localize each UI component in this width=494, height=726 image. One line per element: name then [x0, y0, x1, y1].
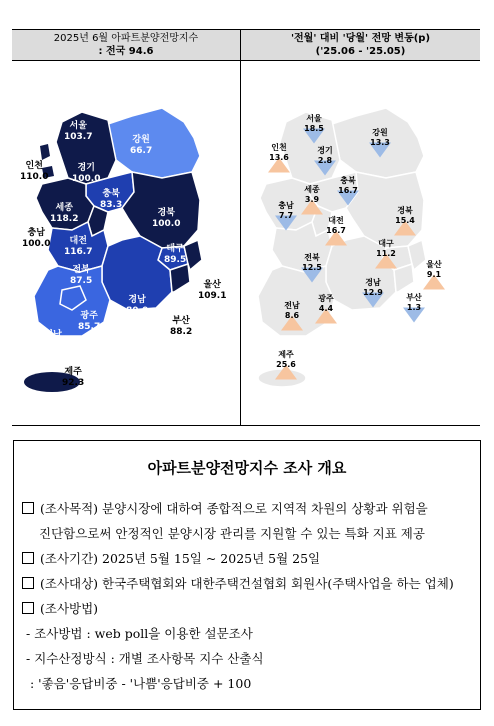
checkbox-bullet — [22, 502, 34, 514]
change-label: 대구 11.2 — [376, 239, 396, 258]
map-label-incheon: 인천 110.0 — [20, 161, 49, 182]
change-label: 충북 16.7 — [338, 176, 358, 195]
overview-purpose-line2: 진단함으로써 안정적인 분양시장 관리를 지원할 수 있는 특화 지표 제공 — [39, 526, 425, 541]
map-label-gwangju: 광주 85.7 — [78, 311, 101, 332]
overview-purpose-line1: (조사목적) 분양시장에 대하여 종합적으로 지역적 차원의 상황과 위험을 — [22, 499, 428, 517]
map-label-daegu: 대구 89.5 — [164, 244, 187, 265]
change-label: 대전 16.7 — [326, 216, 346, 235]
change-label: 인천 13.6 — [269, 143, 289, 162]
change-label: 세종 3.9 — [304, 185, 320, 204]
map-label-gyeongnam: 경남 80.0 — [126, 295, 149, 316]
map-label-gyeongbuk: 경북 100.0 — [152, 208, 181, 229]
right-korea-map — [242, 60, 478, 395]
change-label: 울산 9.1 — [426, 260, 442, 279]
left-header-national: : 전국 94.6 — [98, 46, 154, 57]
overview-target: (조사대상) 한국주택협회와 대한주택건설협회 회원사(주택사업을 하는 업체) — [22, 574, 454, 592]
overview-period: (조사기간) 2025년 5월 15일 ~ 2025년 5월 25일 — [22, 549, 320, 567]
right-header-period: ('25.06 - '25.05) — [315, 46, 406, 57]
overview-method-heading: (조사방법) — [22, 599, 98, 617]
change-label: 경기 2.8 — [317, 146, 333, 165]
left-header — [12, 29, 240, 61]
map-label-sejong: 세종 118.2 — [50, 203, 79, 224]
map-label-jeju: 제주 92.3 — [62, 367, 85, 388]
map-label-chungnam: 충남 100.0 — [22, 228, 51, 249]
left-header-title: 2025년 6월 아파트분양전망지수 — [53, 33, 199, 44]
map-label-daejeon: 대전 116.7 — [64, 236, 93, 257]
overview-title: 아파트분양전망지수 조사 개요 — [147, 459, 347, 477]
right-header-title: '전월' 대비 '당월' 전망 변동(p) — [290, 33, 431, 44]
map-label-gangwon: 강원 66.7 — [130, 135, 153, 156]
change-label: 강원 13.3 — [370, 128, 390, 147]
map-label-seoul: 서울 103.7 — [64, 121, 93, 142]
change-label: 전북 12.5 — [302, 253, 322, 272]
overview-method: - 조사방법 : web poll을 이용한 설문조사 — [26, 626, 253, 641]
map-label-gyeonggi: 경기 100.0 — [72, 163, 101, 184]
overview-formula: : '좋음'응답비중 - '나쁨'응답비중 + 100 — [30, 676, 252, 691]
map-label-busan: 부산 88.2 — [170, 316, 193, 337]
change-label: 전남 8.6 — [284, 301, 300, 320]
column-divider — [240, 29, 241, 425]
map-label-ulsan: 울산 109.1 — [198, 280, 227, 301]
checkbox-bullet — [22, 577, 34, 589]
change-label: 충남 7.7 — [278, 201, 294, 220]
right-header — [241, 29, 480, 61]
change-label: 광주 4.4 — [318, 294, 334, 313]
change-label: 경북 15.4 — [395, 206, 415, 225]
map-label-chungbuk: 충북 83.3 — [100, 189, 123, 210]
change-label: 서울 18.5 — [304, 114, 324, 133]
checkbox-bullet — [22, 602, 34, 614]
change-label: 제주 25.6 — [276, 350, 296, 369]
map-label-jeonbuk: 전북 87.5 — [70, 265, 93, 286]
survey-overview-box — [13, 440, 481, 710]
map-region-gangwon — [108, 108, 200, 178]
change-label: 부산 1.3 — [406, 293, 422, 312]
panel-bottom-line — [12, 425, 480, 426]
change-label: 경남 12.9 — [363, 278, 383, 297]
map-label-jeonnam: 전남 77.8 — [42, 330, 65, 351]
checkbox-bullet — [22, 552, 34, 564]
overview-formula-label: - 지수산정방식 : 개별 조사항목 지수 산출식 — [26, 651, 264, 666]
